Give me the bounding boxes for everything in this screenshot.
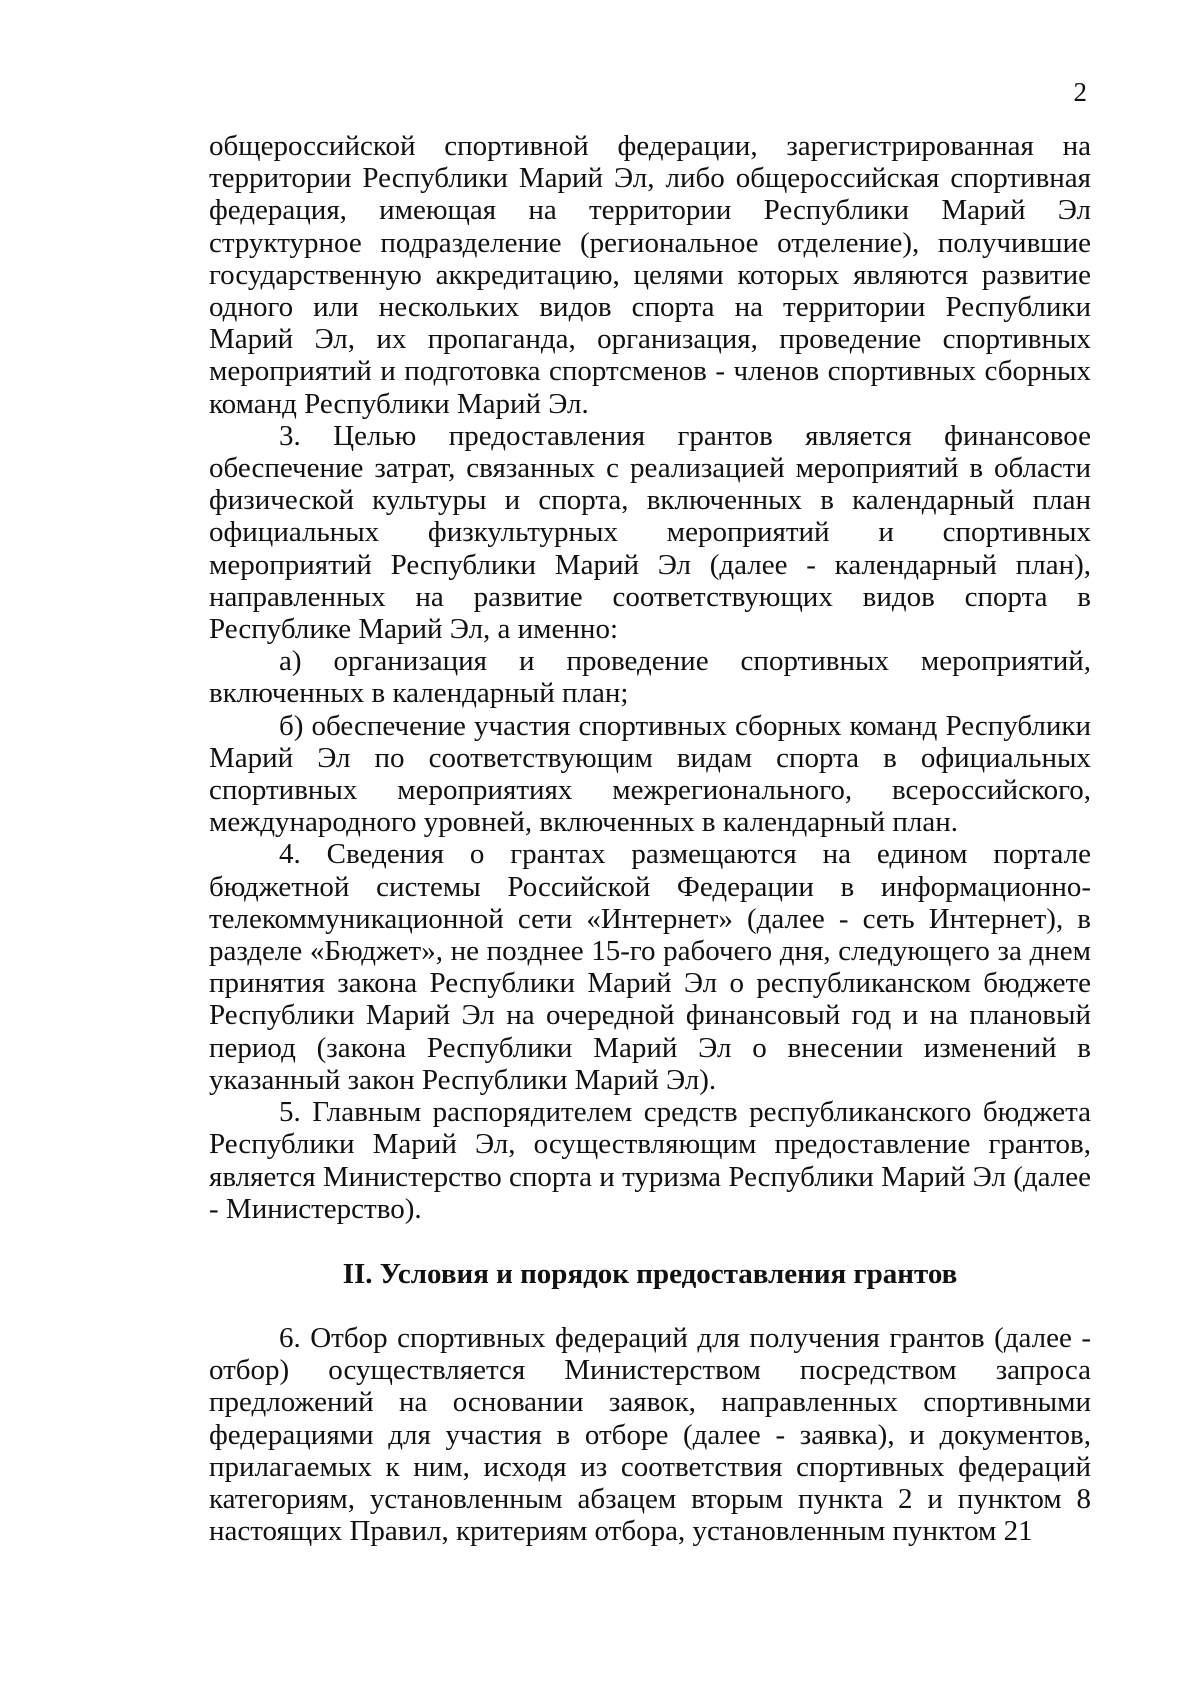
paragraph-3: 3. Целью предоставления грантов является финансовое обеспечение затрат, связанных с реализацией мероприятий в области физической культуры и спорта, включенных в календарный план официальных физкультурных мероприятий и спортивных мероприятий Республики Марий Эл (далее - календарный план), направленных на развитие соответствующих видов спорта в Республике Марий Эл, а именно: [209, 419, 1091, 646]
section-heading: II. Условия и порядок предоставления грантов [342, 1257, 958, 1290]
document-body [209, 130, 1091, 1547]
page-number: 2 [1073, 77, 1087, 107]
paragraph-3b: б) обеспечение участия спортивных сборных команд Республики Марий Эл по соответствующим видам спорта в официальных спортивных мероприятиях межрегионального, всероссийского, международного уровней, включенных в календарный план. [209, 709, 1091, 839]
paragraph-5: 5. Главным распорядителем средств республиканского бюджета Республики Марий Эл, осуществляющим предоставление грантов, является Министерство спорта и туризма Республики Марий Эл (далее - Министерство). [209, 1096, 1091, 1225]
paragraph-4: 4. Сведения о грантах размещаются на едином портале бюджетной системы Российской Федерации в информационно-телекоммуникационной сети «Интернет» (далее - сеть Интернет), в разделе «Бюджет», не позднее 15-го рабочего дня, следующего за днем принятия закона Республики Марий Эл о республиканском бюджете Республики Марий Эл на очередной финансовый год и на плановый период (закона Республики Марий Эл о внесении изменений в указанный закон Республики Марий Эл). [209, 838, 1091, 1096]
paragraph-intro: общероссийской спортивной федерации, зарегистрированная на территории Республики Марий Эл, либо общероссийская спортивная федерация, имеющая на территории Республики Марий Эл структурное подразделение (региональное отделение), получившие государственную аккредитацию, целями которых являются развитие одного или нескольких видов спорта на территории Республики Марий Эл, их пропаганда, организация, проведение спортивных мероприятий и подготовка спортсменов - членов спортивных сборных команд Республики Марий Эл. [209, 130, 1091, 420]
paragraph-6: 6. Отбор спортивных федераций для получения грантов (далее - отбор) осуществляется Министерством посредством запроса предложений на основании заявок, направленных спортивными федерациями для участия в отборе (далее - заявка), и документов, прилагаемых к ним, исходя из соответствия спортивных федераций категориям, установленным абзацем вторым пункта 2 и пунктом 8 настоящих Правил, критериям отбора, установленным пунктом 21 [209, 1321, 1091, 1548]
paragraph-3a: а) организация и проведение спортивных мероприятий, включенных в календарный план; [209, 645, 1091, 710]
